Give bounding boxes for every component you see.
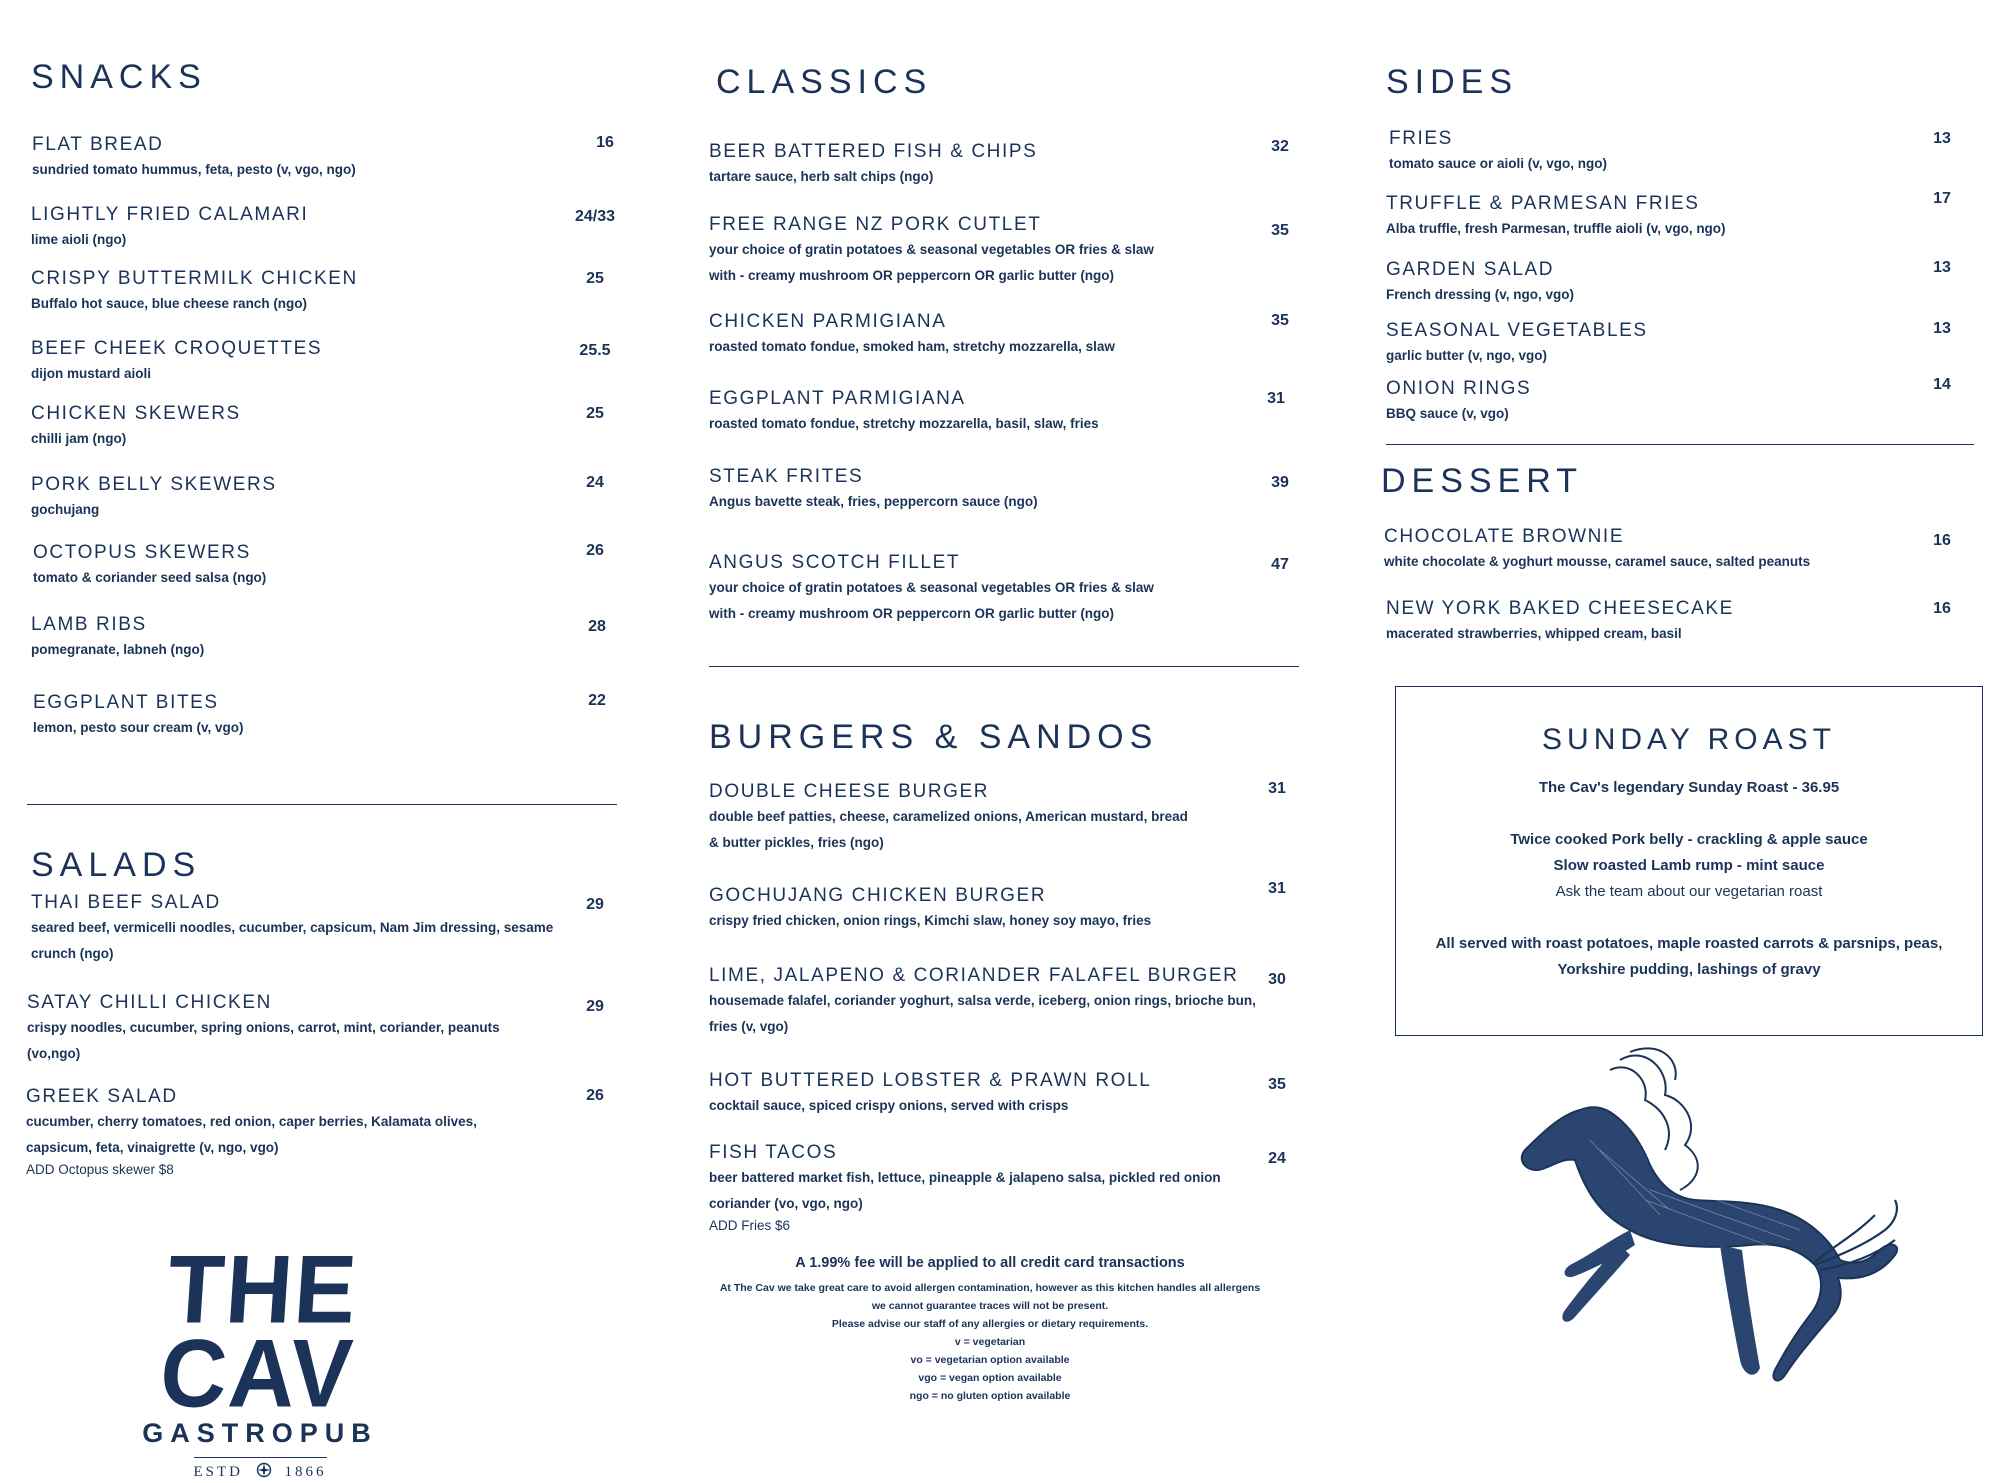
item-desc: fries (v, vgo) bbox=[709, 1019, 789, 1034]
menu-item bbox=[33, 692, 244, 740]
item-addon: ADD Fries $6 bbox=[709, 1218, 791, 1233]
item-price: 29 bbox=[586, 998, 604, 1015]
section-divider bbox=[709, 666, 1299, 667]
item-price: 31 bbox=[1268, 780, 1286, 797]
dietary-key: vgo = vegan option available bbox=[918, 1372, 1062, 1384]
item-price: 47 bbox=[1271, 556, 1289, 573]
item-price: 22 bbox=[588, 692, 606, 709]
item-name: FLAT BREAD bbox=[32, 134, 164, 155]
item-price: 16 bbox=[1933, 600, 1951, 617]
menu-item bbox=[709, 781, 1188, 855]
menu-item bbox=[1386, 378, 1531, 426]
item-price: 13 bbox=[1933, 320, 1951, 337]
item-desc: cocktail sauce, spiced crispy onions, served with crisps bbox=[709, 1098, 1069, 1113]
item-price: 32 bbox=[1271, 138, 1289, 155]
item-price: 16 bbox=[596, 134, 614, 151]
roast-sides: All served with roast potatoes, maple roasted carrots & parsnips, peas, bbox=[1435, 935, 1943, 952]
menu-item bbox=[709, 965, 1256, 1039]
sunday-roast-box bbox=[1395, 686, 1983, 1036]
classics-title: CLASSICS bbox=[716, 63, 933, 101]
item-desc: Alba truffle, fresh Parmesan, truffle aioli (v, vgo, ngo) bbox=[1386, 221, 1726, 236]
dietary-key: ngo = no gluten option available bbox=[909, 1390, 1071, 1402]
sides-title: SIDES bbox=[1386, 63, 1519, 101]
roast-note: Ask the team about our vegetarian roast bbox=[1555, 883, 1823, 900]
dietary-key: vo = vegetarian option available bbox=[910, 1354, 1070, 1366]
item-desc: lime aioli (ngo) bbox=[31, 232, 127, 247]
item-name: EGGPLANT PARMIGIANA bbox=[709, 388, 966, 409]
item-price: 25.5 bbox=[579, 342, 611, 359]
item-desc: crunch (ngo) bbox=[31, 946, 114, 961]
item-name: FRIES bbox=[1389, 128, 1453, 149]
item-desc: with - creamy mushroom OR peppercorn OR garlic butter (ngo) bbox=[709, 268, 1115, 283]
roast-option: Twice cooked Pork belly - crackling & apple sauce bbox=[1510, 831, 1868, 848]
item-desc: double beef patties, cheese, caramelized onions, American mustard, bread bbox=[709, 809, 1188, 824]
menu-item bbox=[33, 542, 266, 590]
menu-item bbox=[1389, 128, 1607, 176]
menu-item bbox=[32, 134, 356, 182]
item-price: 31 bbox=[1268, 880, 1286, 897]
item-name: TRUFFLE & PARMESAN FRIES bbox=[1386, 193, 1700, 214]
item-price: 29 bbox=[586, 896, 604, 913]
menu-item bbox=[709, 466, 1038, 514]
item-desc: macerated strawberries, whipped cream, basil bbox=[1386, 626, 1682, 641]
item-name: PORK BELLY SKEWERS bbox=[31, 474, 277, 495]
item-desc: garlic butter (v, ngo, vgo) bbox=[1386, 348, 1548, 363]
item-price: 24/33 bbox=[574, 208, 616, 225]
roast-headline: The Cav's legendary Sunday Roast - 36.95 bbox=[1538, 779, 1840, 796]
item-price: 13 bbox=[1933, 130, 1951, 147]
item-name: HOT BUTTERED LOBSTER & PRAWN ROLL bbox=[709, 1070, 1152, 1091]
item-desc: pomegranate, labneh (ngo) bbox=[31, 642, 205, 657]
item-price: 25 bbox=[586, 405, 604, 422]
logo-estd bbox=[194, 1457, 327, 1483]
sunday-roast-title: SUNDAY ROAST bbox=[1542, 723, 1836, 756]
menu-item bbox=[1386, 193, 1726, 241]
item-desc: your choice of gratin potatoes & seasonal vegetables OR fries & slaw bbox=[709, 242, 1154, 257]
menu-item bbox=[1386, 320, 1648, 368]
item-desc: capsicum, feta, vinaigrette (v, ngo, vgo) bbox=[26, 1140, 279, 1155]
item-desc: white chocolate & yoghurt mousse, caramel sauce, salted peanuts bbox=[1384, 554, 1811, 569]
item-price: 14 bbox=[1933, 376, 1951, 393]
item-desc: roasted tomato fondue, smoked ham, stretchy mozzarella, slaw bbox=[709, 339, 1115, 354]
logo-wordmark: THE CAV bbox=[156, 1236, 362, 1428]
item-desc: Buffalo hot sauce, blue cheese ranch (ngo) bbox=[31, 296, 308, 311]
menu-item bbox=[1384, 526, 1810, 574]
allergen-note: we cannot guarantee traces will not be present. bbox=[871, 1300, 1109, 1312]
logo-estd-label: ESTD bbox=[193, 1463, 243, 1480]
item-price: 35 bbox=[1271, 222, 1289, 239]
item-desc: roasted tomato fondue, stretchy mozzarella, basil, slaw, fries bbox=[709, 416, 1099, 431]
horse-illustration bbox=[1470, 1040, 1910, 1410]
allergen-note: At The Cav we take great care to avoid allergen contamination, however as this kitchen handles all allergens bbox=[719, 1282, 1261, 1294]
item-desc: crispy noodles, cucumber, spring onions, carrot, mint, coriander, peanuts bbox=[27, 1020, 500, 1035]
item-name: SEASONAL VEGETABLES bbox=[1386, 320, 1648, 341]
item-name: DOUBLE CHEESE BURGER bbox=[709, 781, 990, 802]
item-price: 17 bbox=[1933, 190, 1951, 207]
item-name: EGGPLANT BITES bbox=[33, 692, 219, 713]
menu-item bbox=[31, 268, 358, 316]
logo-subtitle: GASTROPUB bbox=[142, 1418, 378, 1448]
item-price: 31 bbox=[1267, 390, 1285, 407]
item-desc: tomato sauce or aioli (v, vgo, ngo) bbox=[1389, 156, 1608, 171]
item-name: THAI BEEF SALAD bbox=[31, 892, 221, 913]
item-desc: cucumber, cherry tomatoes, red onion, caper berries, Kalamata olives, bbox=[26, 1114, 477, 1129]
menu-item bbox=[27, 992, 500, 1066]
item-name: LAMB RIBS bbox=[31, 614, 147, 635]
item-desc: tomato & coriander seed salsa (ngo) bbox=[33, 570, 267, 585]
item-desc: chilli jam (ngo) bbox=[31, 431, 127, 446]
roast-option: Slow roasted Lamb rump - mint sauce bbox=[1553, 857, 1825, 874]
item-desc: seared beef, vermicelli noodles, cucumber, capsicum, Nam Jim dressing, sesame bbox=[31, 920, 554, 935]
menu-item bbox=[26, 1086, 477, 1177]
item-name: GARDEN SALAD bbox=[1386, 259, 1555, 280]
menu-item bbox=[31, 403, 241, 451]
menu-item bbox=[31, 474, 277, 522]
allergen-note: Please advise our staff of any allergies or dietary requirements. bbox=[831, 1318, 1149, 1330]
item-name: CHICKEN SKEWERS bbox=[31, 403, 241, 424]
menu-item bbox=[1386, 598, 1734, 646]
item-price: 16 bbox=[1933, 532, 1951, 549]
roast-sides: Yorkshire pudding, lashings of gravy bbox=[1557, 961, 1821, 978]
menu-item bbox=[1386, 259, 1574, 307]
item-desc: with - creamy mushroom OR peppercorn OR garlic butter (ngo) bbox=[709, 606, 1115, 621]
section-divider bbox=[27, 804, 617, 805]
menu-item bbox=[31, 614, 204, 662]
item-name: FISH TACOS bbox=[709, 1142, 838, 1163]
item-price: 39 bbox=[1271, 474, 1289, 491]
item-price: 13 bbox=[1933, 259, 1951, 276]
item-name: FREE RANGE NZ PORK CUTLET bbox=[709, 214, 1042, 235]
snacks-title: SNACKS bbox=[31, 58, 207, 96]
item-desc: Angus bavette steak, fries, peppercorn sauce (ngo) bbox=[709, 494, 1038, 509]
item-name: SATAY CHILLI CHICKEN bbox=[27, 992, 272, 1013]
item-price: 26 bbox=[586, 1087, 604, 1104]
item-name: LIME, JALAPENO & CORIANDER FALAFEL BURGER bbox=[709, 965, 1239, 986]
menu-item bbox=[709, 214, 1154, 288]
item-price: 30 bbox=[1268, 971, 1286, 988]
item-name: GOCHUJANG CHICKEN BURGER bbox=[709, 885, 1047, 906]
menu-item bbox=[709, 885, 1151, 933]
item-desc: tartare sauce, herb salt chips (ngo) bbox=[709, 169, 934, 184]
footer-notes bbox=[700, 1255, 1280, 1405]
item-name: CHOCOLATE BROWNIE bbox=[1384, 526, 1625, 547]
item-desc: French dressing (v, ngo, vgo) bbox=[1386, 287, 1575, 302]
item-desc: crispy fried chicken, onion rings, Kimchi slaw, honey soy mayo, fries bbox=[709, 913, 1152, 928]
logo-estd-year: 1866 bbox=[284, 1463, 327, 1480]
item-name: ANGUS SCOTCH FILLET bbox=[709, 552, 961, 573]
menu-item bbox=[709, 552, 1154, 626]
card-fee-note: A 1.99% fee will be applied to all credit card transactions bbox=[795, 1255, 1185, 1271]
item-desc: (vo,ngo) bbox=[27, 1046, 81, 1061]
menu-item bbox=[31, 338, 322, 386]
item-desc: & butter pickles, fries (ngo) bbox=[709, 835, 884, 850]
item-name: OCTOPUS SKEWERS bbox=[33, 542, 251, 563]
compass-icon bbox=[256, 1462, 272, 1483]
section-divider bbox=[1386, 444, 1974, 445]
item-desc: your choice of gratin potatoes & seasonal vegetables OR fries & slaw bbox=[709, 580, 1154, 595]
item-name: LIGHTLY FRIED CALAMARI bbox=[31, 204, 309, 225]
item-desc: BBQ sauce (v, vgo) bbox=[1386, 406, 1509, 421]
item-name: STEAK FRITES bbox=[709, 466, 864, 487]
salads-title: SALADS bbox=[31, 846, 202, 884]
item-desc: beer battered market fish, lettuce, pineapple & jalapeno salsa, pickled red onion bbox=[709, 1170, 1221, 1185]
dessert-title: DESSERT bbox=[1381, 462, 1583, 500]
menu-item bbox=[709, 388, 1099, 436]
item-desc: housemade falafel, coriander yoghurt, salsa verde, iceberg, onion rings, brioche bun, bbox=[709, 993, 1256, 1008]
item-price: 35 bbox=[1268, 1076, 1286, 1093]
item-desc: lemon, pesto sour cream (v, vgo) bbox=[33, 720, 244, 735]
item-price: 28 bbox=[588, 618, 606, 635]
burgers-title: BURGERS & SANDOS bbox=[709, 718, 1159, 756]
dietary-key: v = vegetarian bbox=[954, 1336, 1026, 1348]
item-name: BEEF CHEEK CROQUETTES bbox=[31, 338, 323, 359]
item-price: 26 bbox=[586, 542, 604, 559]
menu-item bbox=[31, 892, 553, 966]
item-desc: sundried tomato hummus, feta, pesto (v, vgo, ngo) bbox=[32, 162, 356, 177]
the-cav-logo bbox=[100, 1236, 420, 1483]
item-name: BEER BATTERED FISH & CHIPS bbox=[709, 141, 1038, 162]
item-name: ONION RINGS bbox=[1386, 378, 1532, 399]
menu-item bbox=[709, 1070, 1151, 1118]
item-price: 24 bbox=[586, 474, 604, 491]
menu-item bbox=[709, 311, 1115, 359]
item-addon: ADD Octopus skewer $8 bbox=[26, 1162, 174, 1177]
menu-item bbox=[31, 204, 308, 252]
item-name: GREEK SALAD bbox=[26, 1086, 178, 1107]
item-price: 35 bbox=[1271, 312, 1289, 329]
item-price: 25 bbox=[586, 270, 604, 287]
item-desc: dijon mustard aioli bbox=[31, 366, 152, 381]
menu-item bbox=[709, 141, 1037, 189]
item-desc: gochujang bbox=[31, 502, 100, 517]
menu-item bbox=[709, 1142, 1221, 1233]
item-desc: coriander (vo, vgo, ngo) bbox=[709, 1196, 863, 1211]
item-name: NEW YORK BAKED CHEESECAKE bbox=[1386, 598, 1734, 619]
item-name: CHICKEN PARMIGIANA bbox=[709, 311, 947, 332]
item-name: CRISPY BUTTERMILK CHICKEN bbox=[31, 268, 358, 289]
item-price: 24 bbox=[1268, 1150, 1286, 1167]
